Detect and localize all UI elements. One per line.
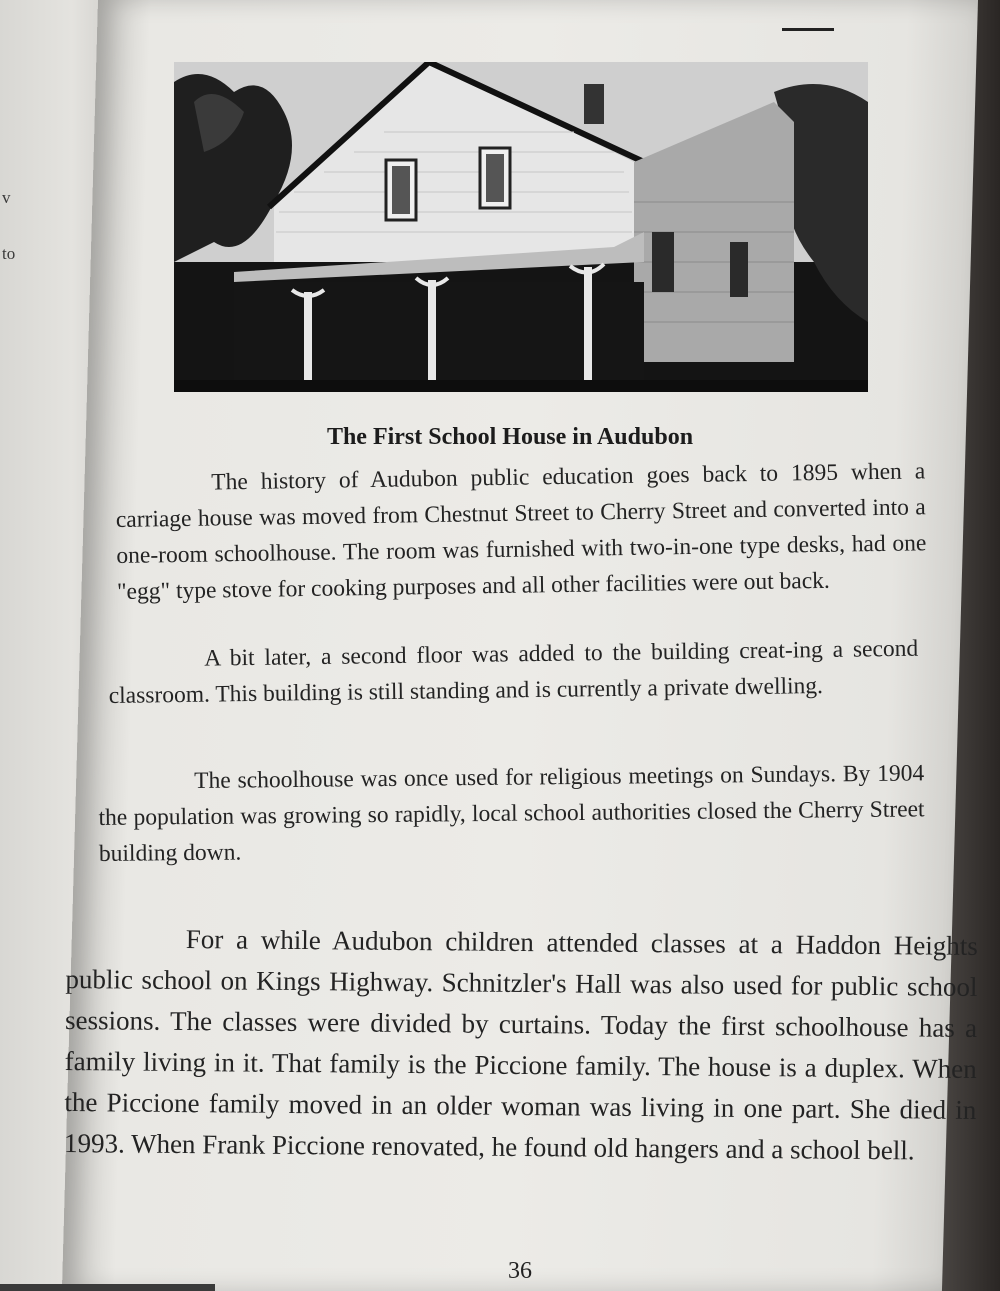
- paragraph-text: The schoolhouse was once used for religious meetings on Sundays. By 1904 the population was growing so rapidly, local school authorities closed the Cherry Street building down.: [98, 760, 925, 867]
- paragraph: [108, 631, 919, 714]
- page-mark: [782, 28, 834, 31]
- page-number: 36: [508, 1258, 532, 1284]
- schoolhouse-illustration: [174, 62, 868, 392]
- paragraph-text: A bit later, a second floor was added to the building creat-ing a second classroom. This building is still standing and is currently a private dwelling.: [108, 635, 919, 709]
- article-title: The First School House in Audubon: [326, 424, 694, 450]
- paragraph: [115, 453, 927, 610]
- paragraph: [64, 918, 978, 1172]
- schoolhouse-photo: [174, 62, 868, 392]
- left-page-fragment: to: [2, 244, 16, 263]
- left-page-fragment: v: [2, 188, 11, 207]
- bottom-edge: [0, 1284, 215, 1291]
- paragraph-text: For a while Audubon children attended classes at a Haddon Heights public school on Kings Highway. Schnitzler's Hall was also used for public school sessions. The classes were divided by curtains. Today the first schoolhouse has a family living in it. That family is the Piccione family. The house is a duplex. When the Piccione family moved in an older woman was living in one part. She died in 1993. When Frank Piccione renovated, he found old hangers and a school bell.: [63, 924, 978, 1166]
- paragraph-text: The history of Audubon public education goes back to 1895 when a carriage house was moved from Chestnut Street to Cherry Street and converted into a one-room schoolhouse. The room was furnished with two-in-one type desks, had one "egg" type stove for cooking purposes and all other facilities were out back.: [115, 458, 927, 605]
- paragraph: [98, 755, 925, 872]
